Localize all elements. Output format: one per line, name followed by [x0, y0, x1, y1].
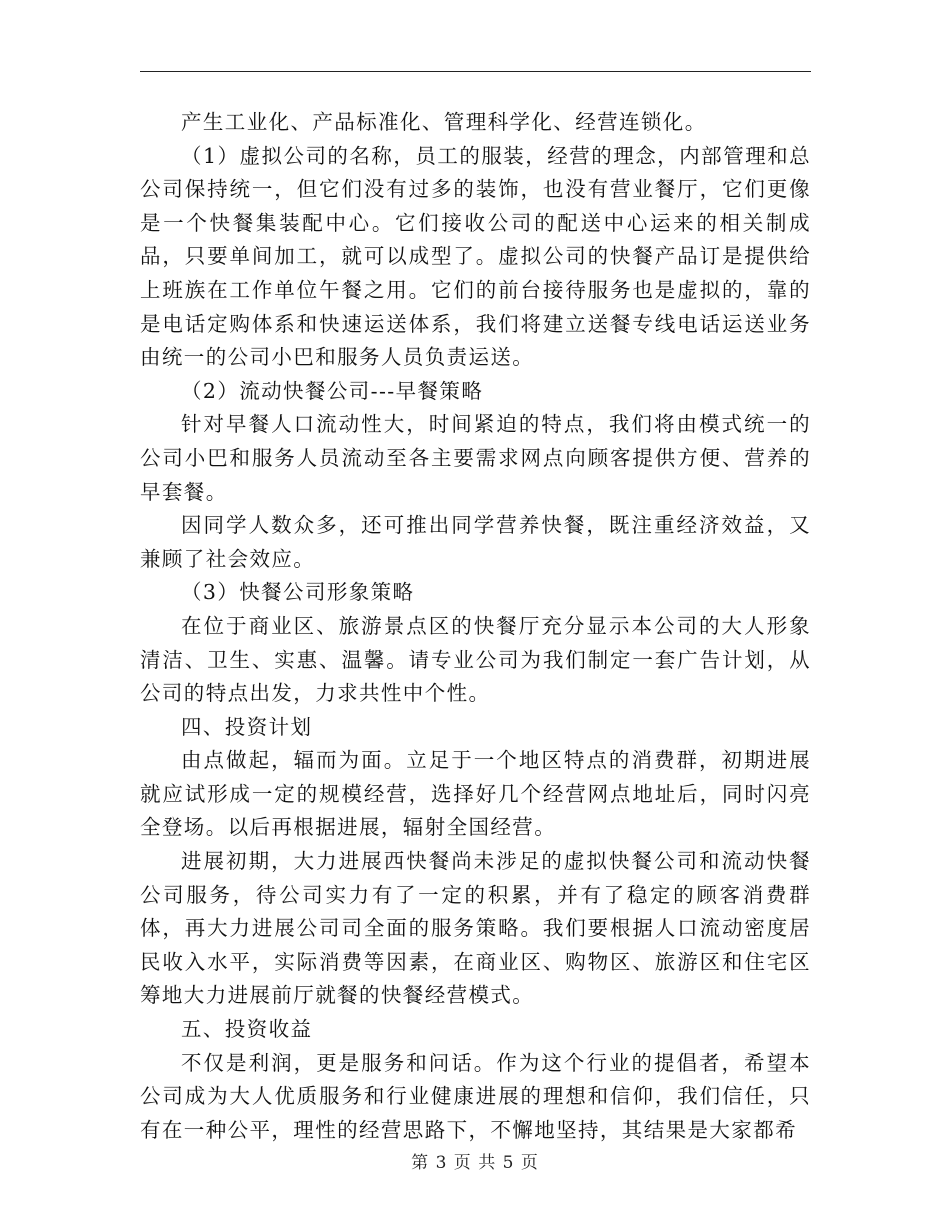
- document-body: [140, 106, 811, 1147]
- paragraph-investment-return: 不仅是利润，更是服务和问话。作为这个行业的提倡者，希望本公司成为大人优质服务和行业健康进展的理想和信仰，我们信任，只有在一种公平，理性的经营思路下，不懈地坚持，其结果是大家都希: [140, 1050, 811, 1142]
- page-number-footer: 第 3 页 共 5 页: [411, 1153, 539, 1173]
- heading-investment-plan: 四、投资计划: [181, 714, 313, 739]
- header-rule: [140, 71, 811, 72]
- paragraph-student-meals: 因同学人数众多，还可推出同学营养快餐，既注重经济效益，又兼顾了社会效应。: [140, 513, 811, 571]
- paragraph-investment-plan: 由点做起，辐而为面。立足于一个地区特点的消费群，初期进展就应试形成一定的规模经营，选择好几个经营网点地址后，同时闪亮全登场。以后再根据进展，辐射全国经营。: [140, 748, 811, 840]
- paragraph-early-development: 进展初期，大力进展西快餐尚未涉足的虚拟快餐公司和流动快餐公司服务，待公司实力有了一定的积累，并有了稳定的顾客消费群体，再大力进展公司司全面的服务策略。我们要根据人口流动密度居民收入水平，实际消费等因素，在商业区、购物区、旅游区和住宅区筹地大力进展前厅就餐的快餐经营模式。: [140, 849, 811, 1008]
- heading-investment-return: 五、投资收益: [181, 1017, 313, 1042]
- paragraph-breakfast-strategy: 针对早餐人口流动性大，时间紧迫的特点，我们将由模式统一的公司小巴和服务人员流动至各主要需求网点向顾客提供方便、营养的早套餐。: [140, 412, 811, 504]
- paragraph-image-strategy: 在位于商业区、旅游景点区的快餐厅充分显示本公司的大人形象清洁、卫生、实惠、温馨。请专业公司为我们制定一套广告计划，从公司的特点出发，力求共性中个性。: [140, 613, 811, 706]
- paragraph-continuation: 产生工业化、产品标准化、管理科学化、经营连锁化。: [181, 110, 707, 134]
- heading-image-strategy: （3）快餐公司形象策略: [181, 580, 415, 605]
- heading-mobile-breakfast: （2）流动快餐公司---早餐策略: [181, 378, 484, 403]
- paragraph-virtual-company: （1）虚拟公司的名称，员工的服装，经营的理念，内部管理和总公司保持统一，但它们没有过多的装饰，也没有营业餐厅，它们更像是一个快餐集装配中心。它们接收公司的配送中心运来的相关制成品，只要单间加工，就可以成型了。虚拟公司的快餐产品订是提供给上班族在工作单位午餐之用。它们的前台接待服务也是虚拟的，靠的是电话定购体系和快速运送体系，我们将建立送餐专线电话运送业务由统一的公司小巴和服务人员负责运送。: [140, 143, 811, 370]
